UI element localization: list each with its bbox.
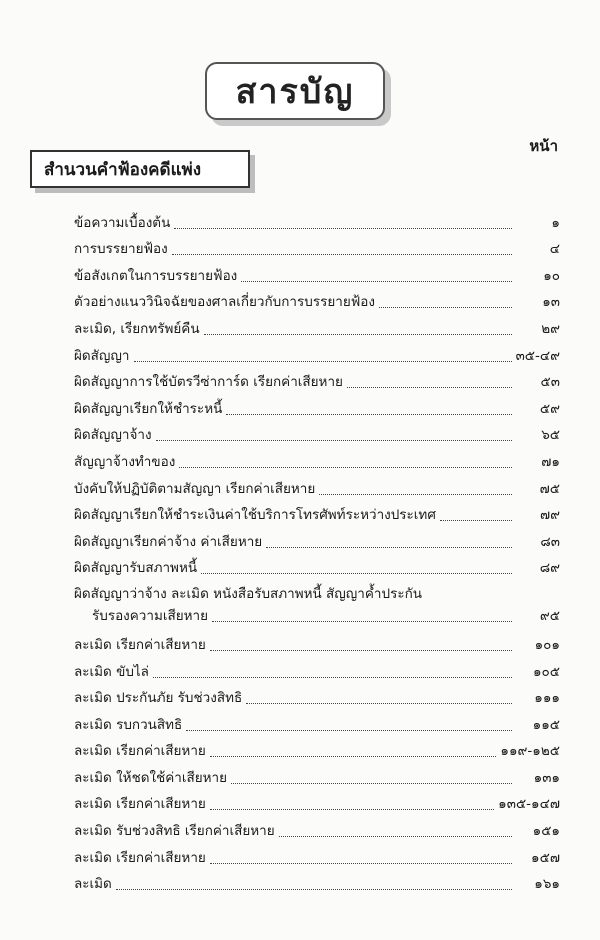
toc-leader-dots <box>241 280 512 282</box>
toc-entry-title: ผิดสัญญาว่าจ้าง ละเมิด หนังสือรับสภาพหนี้ สัญญาค้ำประกัน <box>74 586 422 603</box>
toc-entry-page: ๓๕-๔๙ <box>515 347 560 364</box>
toc-entry-page: ๑๕๗ <box>531 849 560 866</box>
toc-entry-page: ๑๐๑ <box>534 636 560 653</box>
toc-entry-title: ละเมิด รับช่วงสิทธิ เรียกค่าเสียหาย <box>74 823 275 840</box>
toc-leader-dots <box>212 620 512 622</box>
toc-leader-dots <box>347 386 512 388</box>
toc-entry-title: ละเมิด เรียกค่าเสียหาย <box>74 636 206 653</box>
toc-entry-title: ผิดสัญญาเรียกให้ชำระหนี้ <box>74 400 223 417</box>
section-title: สำนวนคำฟ้องคดีแพ่ง <box>44 159 202 180</box>
toc-entry-page: ๑๐๕ <box>532 663 560 680</box>
toc-entry-page: ๑๐ <box>543 267 560 284</box>
toc-entry-continuation: รับรองความเสียหาย <box>92 608 209 625</box>
toc-entry-title: ละเมิด, เรียกทรัพย์คืน <box>74 320 200 337</box>
toc-leader-dots <box>156 439 512 441</box>
toc-entry-page: ๖๕ <box>541 427 560 444</box>
toc-entry-page: ๗๕ <box>539 480 560 497</box>
toc-list <box>74 206 560 894</box>
toc-entry-title: ผิดสัญญา <box>74 347 130 364</box>
toc-entry[interactable] <box>74 578 560 628</box>
section-banner <box>30 150 256 194</box>
toc-entry[interactable] <box>74 472 560 499</box>
toc-leader-dots <box>174 227 512 229</box>
toc-entry[interactable] <box>74 814 560 841</box>
toc-leader-dots <box>319 493 512 495</box>
toc-entry[interactable] <box>74 868 560 895</box>
toc-entry-page: ๙๕ <box>539 608 560 625</box>
toc-leader-dots <box>116 888 512 890</box>
toc-leader-dots <box>153 676 512 678</box>
toc-entry-title: การบรรยายฟ้อง <box>74 241 168 258</box>
toc-leader-dots <box>210 808 494 810</box>
toc-leader-dots <box>134 360 512 362</box>
toc-entry[interactable] <box>74 735 560 762</box>
toc-entry[interactable] <box>74 552 560 579</box>
toc-leader-dots <box>266 546 512 548</box>
toc-entry[interactable] <box>74 366 560 393</box>
toc-entry[interactable] <box>74 841 560 868</box>
toc-entry[interactable] <box>74 708 560 735</box>
toc-entry[interactable] <box>74 206 560 233</box>
toc-entry-page: ๑๓๑ <box>533 769 560 786</box>
toc-entry-page: ๗๑ <box>541 453 560 470</box>
toc-entry[interactable] <box>74 392 560 419</box>
toc-entry-page: ๘๙ <box>539 560 560 577</box>
toc-entry-title: ละเมิด ขับไล่ <box>74 663 149 680</box>
toc-entry-continuation-line <box>74 604 560 626</box>
toc-entry[interactable] <box>74 628 560 655</box>
page-column-header: หน้า <box>529 137 558 155</box>
toc-entry-page: ๕๓ <box>540 374 560 391</box>
toc-leader-dots <box>186 729 512 731</box>
toc-entry-page: ๑๓ <box>542 294 560 311</box>
toc-entry-title: ละเมิด รบกวนสิทธิ <box>74 716 183 733</box>
toc-leader-dots <box>201 572 512 574</box>
title-banner <box>205 62 393 128</box>
toc-entry[interactable] <box>74 259 560 286</box>
title-box <box>205 62 385 120</box>
toc-leader-dots <box>179 466 512 468</box>
toc-entry-page: ๑๑๕ <box>532 716 560 733</box>
toc-entry[interactable] <box>74 445 560 472</box>
toc-entry-title: ผิดสัญญารับสภาพหนี้ <box>74 560 198 577</box>
toc-leader-dots <box>172 253 512 255</box>
toc-entry[interactable] <box>74 655 560 682</box>
toc-entry-title: บังคับให้ปฏิบัติตามสัญญา เรียกค่าเสียหาย <box>74 480 316 497</box>
toc-entry-title: ละเมิด ประกันภัย รับช่วงสิทธิ <box>74 690 243 707</box>
toc-entry-page: ๑๑๙-๑๒๕ <box>500 743 560 760</box>
toc-leader-dots <box>226 413 512 415</box>
toc-entry-title: ละเมิด เรียกค่าเสียหาย <box>74 796 206 813</box>
section-box <box>30 150 250 188</box>
toc-leader-dots <box>231 782 512 784</box>
toc-entry[interactable] <box>74 339 560 366</box>
toc-entry-title: ผิดสัญญาการใช้บัตรวีซ่าการ์ด เรียกค่าเสียหาย <box>74 374 343 391</box>
toc-entry-title: ข้อความเบื้องต้น <box>74 214 171 231</box>
toc-entry-title: ละเมิด เรียกค่าเสียหาย <box>74 743 206 760</box>
toc-entry-page: ๑๓๕-๑๔๗ <box>498 796 560 813</box>
toc-leader-dots <box>210 649 512 651</box>
toc-entry-title: ละเมิด เรียกค่าเสียหาย <box>74 849 206 866</box>
toc-entry-title: ผิดสัญญาเรียกให้ชำระเงินค่าใช้บริการโทรศัพท์ระหว่างประเทศ <box>74 507 436 524</box>
toc-entry[interactable] <box>74 525 560 552</box>
toc-entry-title: ละเมิด ให้ชดใช้ค่าเสียหาย <box>74 769 228 786</box>
toc-entry[interactable] <box>74 499 560 526</box>
toc-leader-dots <box>210 755 497 757</box>
toc-leader-dots <box>246 702 512 704</box>
toc-entry-title: ตัวอย่างแนววินิจฉัยของศาลเกี่ยวกับการบรรยายฟ้อง <box>74 294 375 311</box>
toc-entry-page: ๗๙ <box>539 507 560 524</box>
toc-leader-dots <box>204 333 512 335</box>
toc-entry[interactable] <box>74 419 560 446</box>
toc-entry-page: ๑๑๑ <box>534 690 560 707</box>
toc-entry-title: สัญญาจ้างทำของ <box>74 453 176 470</box>
toc-leader-dots <box>210 862 512 864</box>
toc-entry[interactable] <box>74 761 560 788</box>
toc-entry-title: ข้อสังเกตในการบรรยายฟ้อง <box>74 267 238 284</box>
toc-entry[interactable] <box>74 312 560 339</box>
toc-entry-page: ๑๕๑ <box>532 823 560 840</box>
toc-leader-dots <box>440 519 512 521</box>
toc-entry-title: ผิดสัญญาจ้าง <box>74 427 152 444</box>
toc-leader-dots <box>379 306 512 308</box>
toc-entry-title: ละเมิด <box>74 876 112 893</box>
toc-entry-page: ๑ <box>551 214 560 231</box>
toc-leader-dots <box>279 835 512 837</box>
page-title: สารบัญ <box>235 72 355 112</box>
toc-entry-page: ๔ <box>549 241 560 258</box>
toc-entry-page: ๑๖๑ <box>534 876 560 893</box>
toc-entry-title: ผิดสัญญาเรียกค่าจ้าง ค่าเสียหาย <box>74 533 263 550</box>
toc-entry[interactable] <box>74 682 560 709</box>
toc-entry-page: ๘๓ <box>540 533 560 550</box>
toc-entry[interactable] <box>74 233 560 260</box>
toc-entry[interactable] <box>74 788 560 815</box>
toc-entry[interactable] <box>74 286 560 313</box>
toc-entry-page: ๕๙ <box>539 400 560 417</box>
toc-entry-page: ๒๙ <box>541 320 560 337</box>
